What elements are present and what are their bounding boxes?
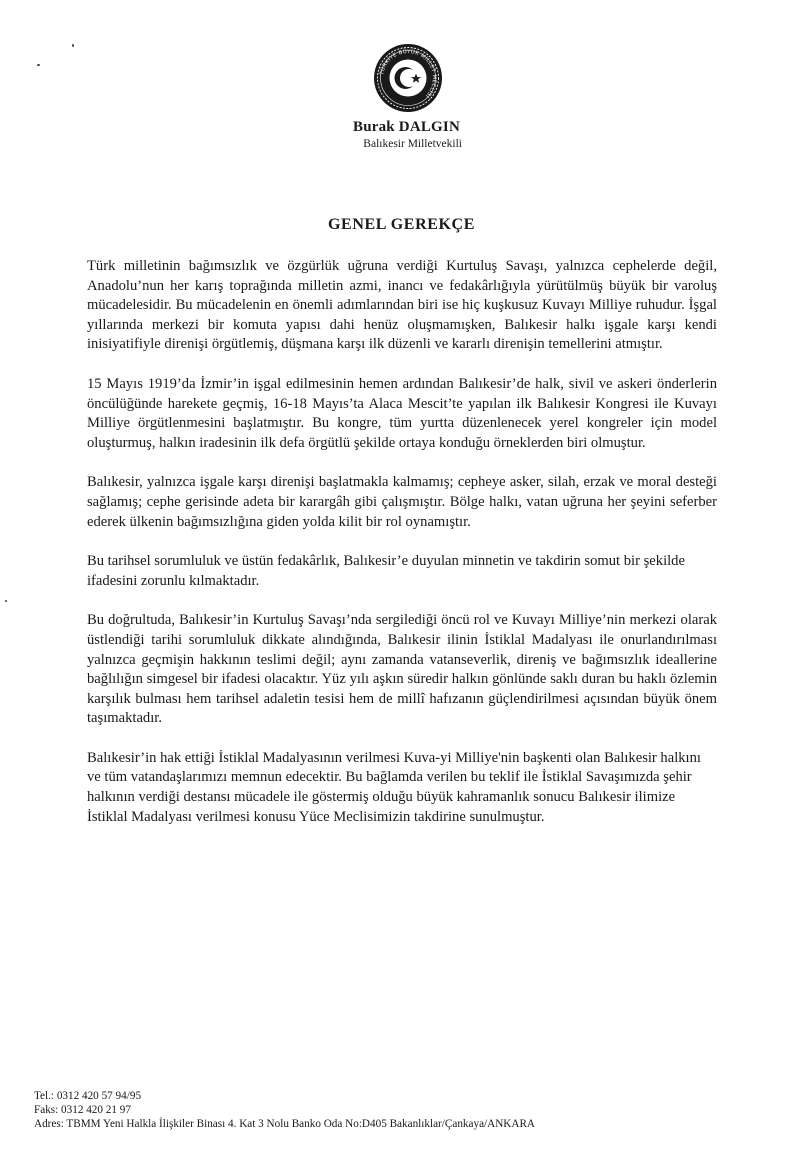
paragraph: Bu tarihsel sorumluluk ve üstün fedakârlık, Balıkesir’e duyulan minnetin ve takdirin somut bir şekilde ifadesini zorunlu kılmaktadır. (87, 553, 685, 589)
scan-speck (72, 44, 74, 47)
scan-speck (5, 600, 7, 602)
sender-title: Balıkesir Milletvekili (363, 138, 462, 150)
seal-ring-text: TÜRKİYE BÜYÜK MİLLET MECLİSİ (379, 48, 438, 99)
scan-speck (37, 64, 40, 66)
document-title: GENEL GEREKÇE (328, 216, 475, 233)
footer-fax: Faks: 0312 420 21 97 (34, 1104, 131, 1116)
paragraph: Bu doğrultuda, Balıkesir’in Kurtuluş Savaşı’nda sergilediği öncü rol ve Kuvayı Milliye’nin merkezi olarak üstlendiği tarihi sorumluluk dikkate alındığında, Balıkesir ilinin İstiklal Madalyası ile onurlandırılması yalnızca geçmişin hakkının teslimi değil; aynı zamanda vatanseverlik, direniş ve bağımsızlık ideallerine bağlılığın simgesel bir ifadesi olacaktır. Yüz yılı aşkın süredir halkın gönlünde saklı duran bu haklı özlemin karşılık bulması hem tarihsel adaletin tesisi hem de millî hafızanın güçlendirilmesi açısından büyük önem taşımaktadır. (87, 612, 717, 727)
document-body (87, 257, 717, 847)
paragraph: Balıkesir’in hak ettiği İstiklal Madalyasının verilmesi Kuva-yi Milliye'nin başkenti olan Balıkesir halkını ve tüm vatandaşlarımızı memnun edecektir. Bu bağlamda verilen bu teklif ile İstiklal Savaşımızda şehir halkının verdiği destansı mücadele ile göstermiş olduğu büyük kahramanlık sonucu Balıkesir ilimize İstiklal Madalyası verilmesi konusu Yüce Meclisimizin takdirine sunulmuştur. (87, 749, 701, 825)
sender-name: Burak DALGIN (352, 119, 460, 135)
footer-phone: Tel.: 0312 420 57 94/95 (34, 1090, 142, 1102)
contact-footer (34, 1089, 535, 1131)
paragraph: 15 Mayıs 1919’da İzmir’in işgal edilmesinin hemen ardından Balıkesir’de halk, sivil ve askeri önderlerin öncülüğünde harekete geçmiş, 16-18 Mayıs’ta Alaca Mescit’te yapılan ilk Balıkesir Kongresi ile Kuvayı Milliye örgütlenmesini başlatmıştır. Bu kongre, tüm yurtta düzenlenecek yerel kongreler için model oluşturmuş, halkın iradesinin ilk defa örgütlü şekilde ortaya konduğu örneklerden biri olmuştur. (87, 375, 717, 451)
paragraph: Türk milletinin bağımsızlık ve özgürlük uğruna verdiği Kurtuluş Savaşı, yalnızca cephelerde değil, Anadolu’nun her karış toprağında milletin azmi, inancı ve fedakârlığıyla yürütülmüş büyük bir varoluş mücadelesidir. Bu mücadelenin en önemli adımlarından biri ise hiç kuşkusuz Kuvayı Milliye ruhudur. İşgal yıllarında merkezi bir komuta yapısı dahi henüz oluşmamışken, Balıkesir halkı işgale karşı kendi inisiyatifiyle direnişi örgütlemiş, düşmana karşı ilk düzenli ve kararlı direnişin temellerini atmıştır. (87, 258, 717, 353)
paragraph: Balıkesir, yalnızca işgale karşı direnişi başlatmakla kalmamış; cepheye asker, silah, erzak ve moral desteği sağlamış; cephe gerisinde adeta bir karargâh gibi çalışmıştır. Bölge halkı, vatan uğruna her şeyini seferber ederek ülkenin bağımsızlığına giden yolda kilit bir rol oynamıştır. (87, 474, 717, 530)
footer-address: Adres: TBMM Yeni Halkla İlişkiler Binası 4. Kat 3 Nolu Banko Oda No:D405 Bakanlıklar/Çankaya/ANKARA (34, 1118, 535, 1130)
tbmm-seal-icon (372, 42, 444, 114)
